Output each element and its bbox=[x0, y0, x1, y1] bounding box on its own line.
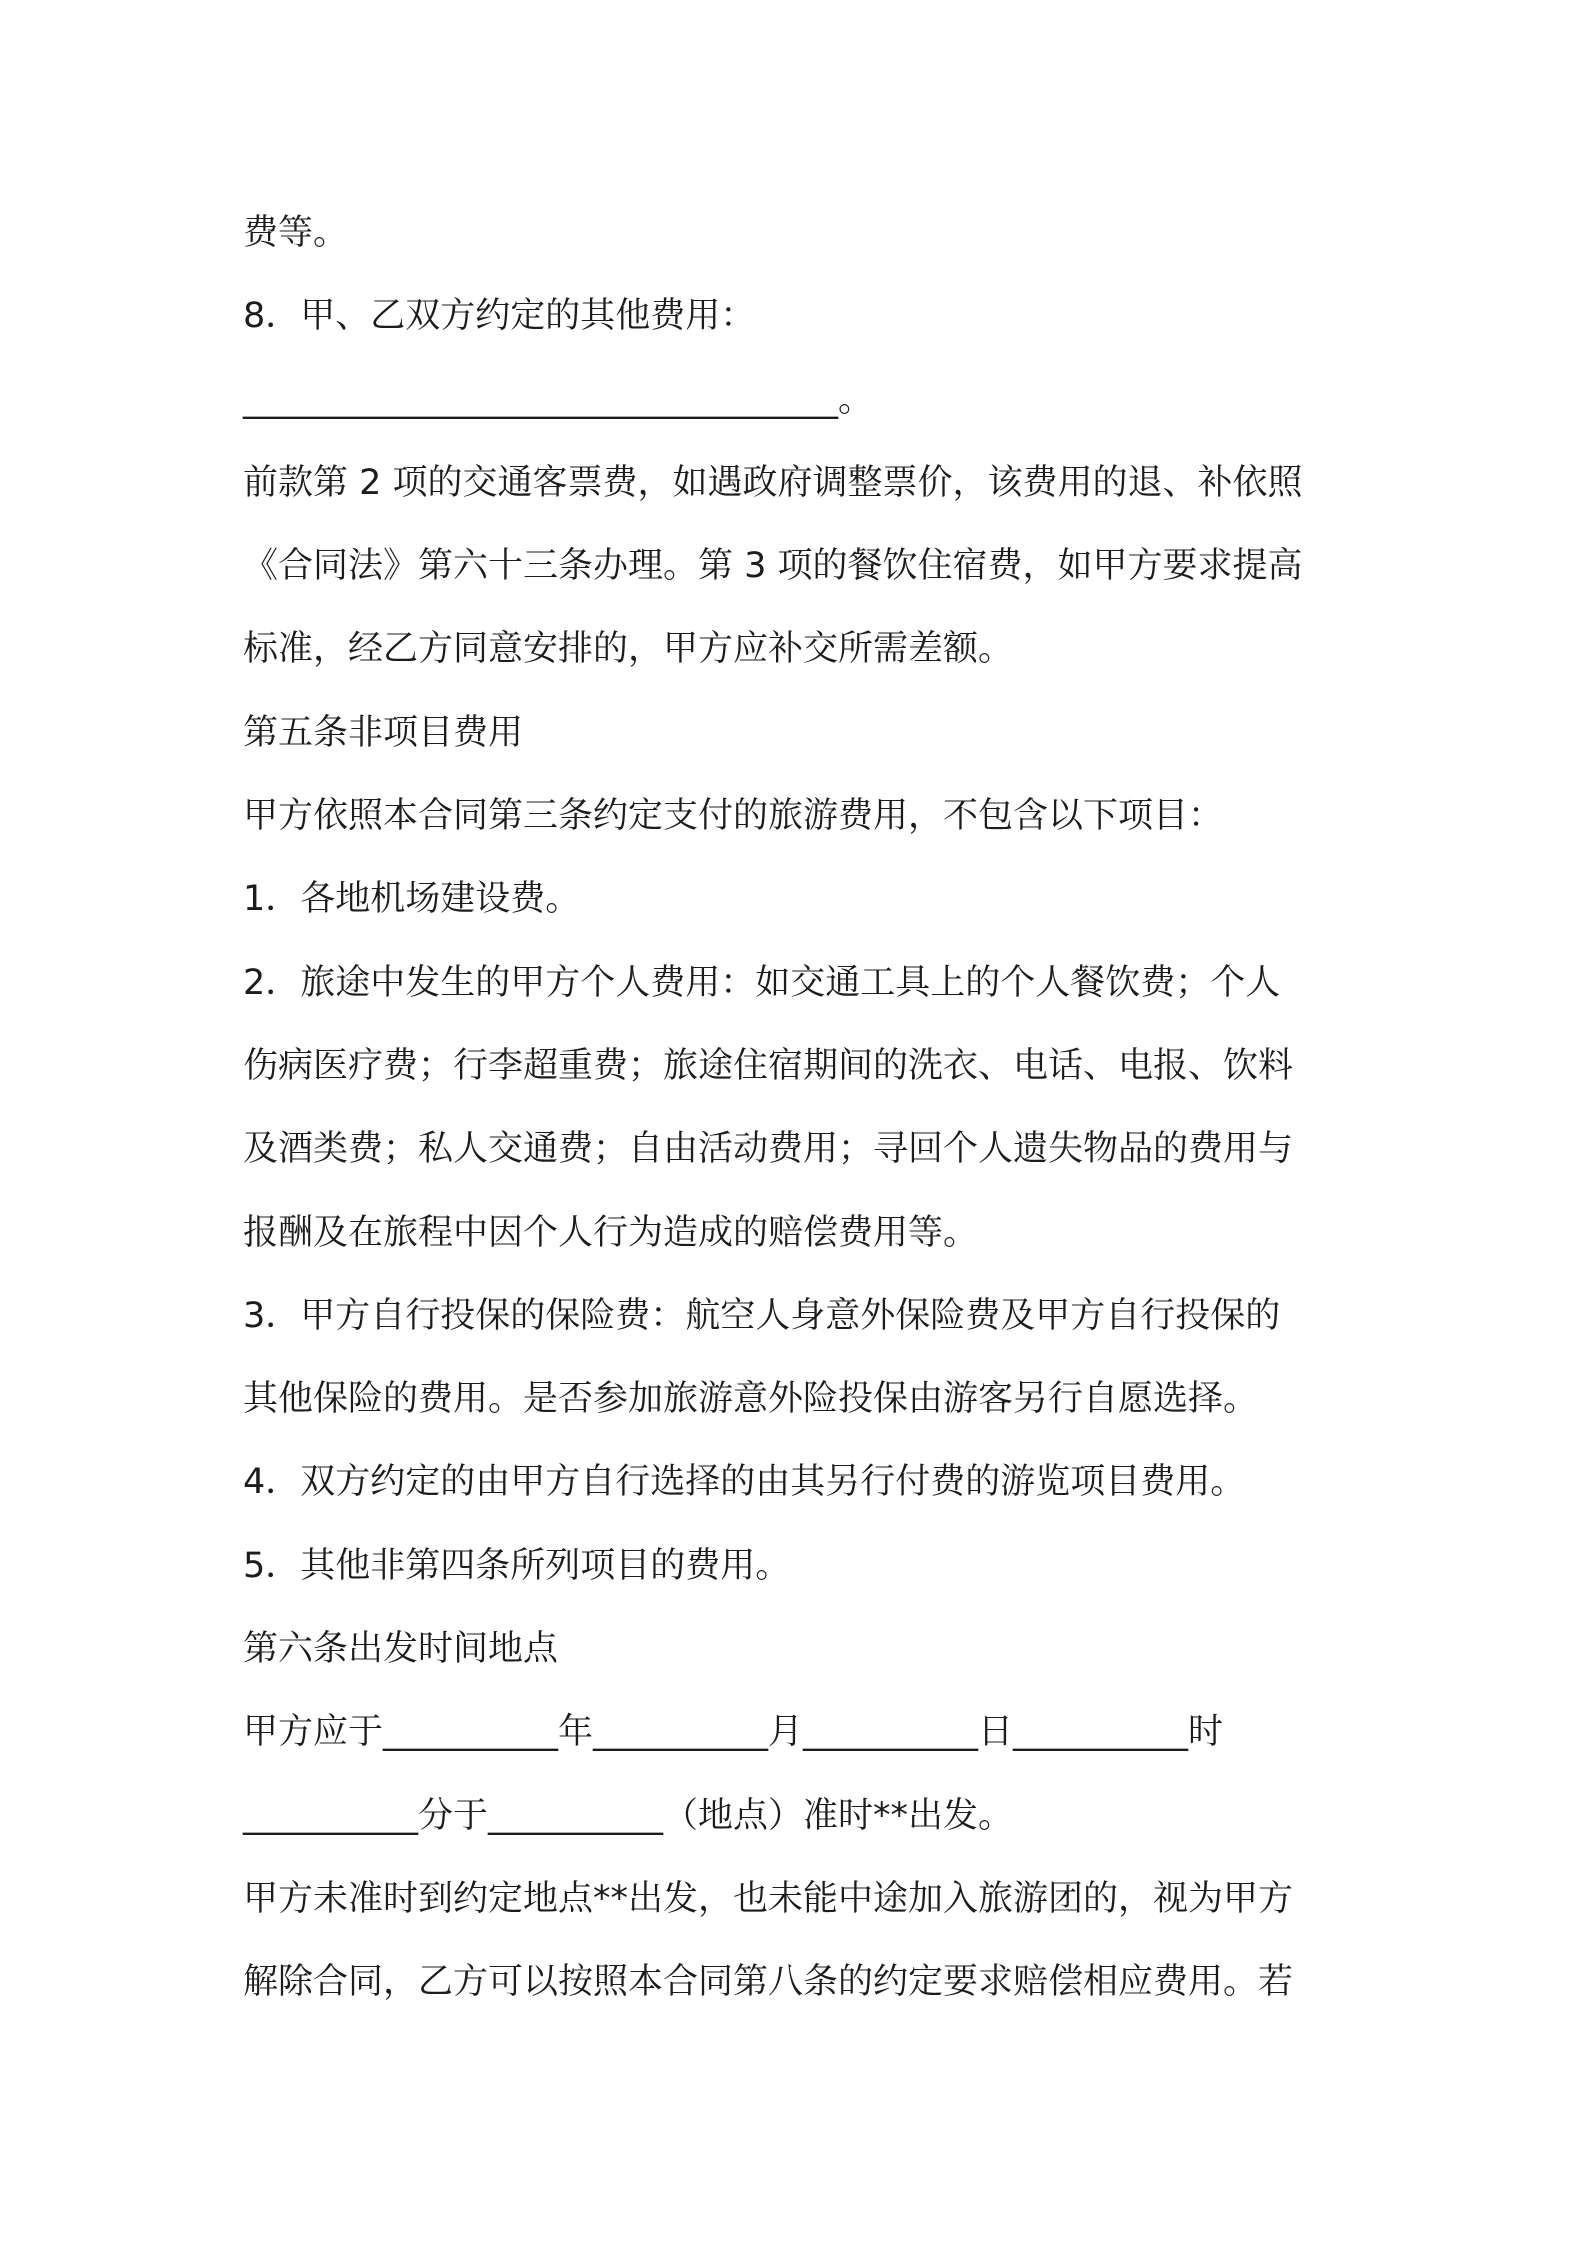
text-line: 标准，经乙方同意安排的，甲方应补交所需差额。 bbox=[243, 629, 1014, 670]
text-line: 及酒类费；私人交通费；自由活动费用；寻回个人遗失物品的费用与 bbox=[243, 1129, 1294, 1170]
document-body bbox=[243, 192, 1365, 2025]
text-line: 报酬及在旅程中因个人行为造成的赔偿费用等。 bbox=[243, 1212, 979, 1253]
clause-line: 2．旅途中发生的甲方个人费用：如交通工具上的个人餐饮费；个人 bbox=[243, 962, 1281, 1003]
text-line: 《合同法》第六十三条办理。第 3 项的餐饮住宿费，如甲方要求提高 bbox=[243, 546, 1303, 587]
section-heading: 第五条非项目费用 bbox=[243, 712, 524, 753]
clause-line: 1．各地机场建设费。 bbox=[243, 879, 581, 920]
text-line: 伤病医疗费；行李超重费；旅途住宿期间的洗衣、电话、电报、饮料 bbox=[243, 1045, 1294, 1086]
text-line: 解除合同，乙方可以按照本合同第八条的约定要求赔偿相应费用。若 bbox=[243, 1962, 1294, 2003]
fill-in-place-line: __________分于__________（地点）准时**出发。 bbox=[243, 1795, 1014, 1836]
clause-line: 4．双方约定的由甲方自行选择的由其另行付费的游览项目费用。 bbox=[243, 1462, 1246, 1503]
clause-line: 8．甲、乙双方约定的其他费用： bbox=[243, 296, 756, 337]
text-line: 前款第 2 项的交通客票费，如遇政府调整票价，该费用的退、补依照 bbox=[243, 462, 1303, 503]
text-line: 甲方依照本合同第三条约定支付的旅游费用，不包含以下项目： bbox=[243, 796, 1224, 837]
fill-in-date-line: 甲方应于__________年__________月__________日__________时 bbox=[243, 1712, 1224, 1753]
clause-line: 5．其他非第四条所列项目的费用。 bbox=[243, 1545, 791, 1586]
section-heading: 第六条出发时间地点 bbox=[243, 1629, 559, 1670]
text-line: 其他保险的费用。是否参加旅游意外险投保由游客另行自愿选择。 bbox=[243, 1379, 1259, 1420]
text-line: 甲方未准时到约定地点**出发，也未能中途加入旅游团的，视为甲方 bbox=[243, 1878, 1294, 1919]
fill-in-blank: __________________________________。 bbox=[243, 379, 874, 420]
text-line: 费等。 bbox=[243, 213, 349, 253]
clause-line: 3．甲方自行投保的保险费：航空人身意外保险费及甲方自行投保的 bbox=[243, 1295, 1281, 1336]
